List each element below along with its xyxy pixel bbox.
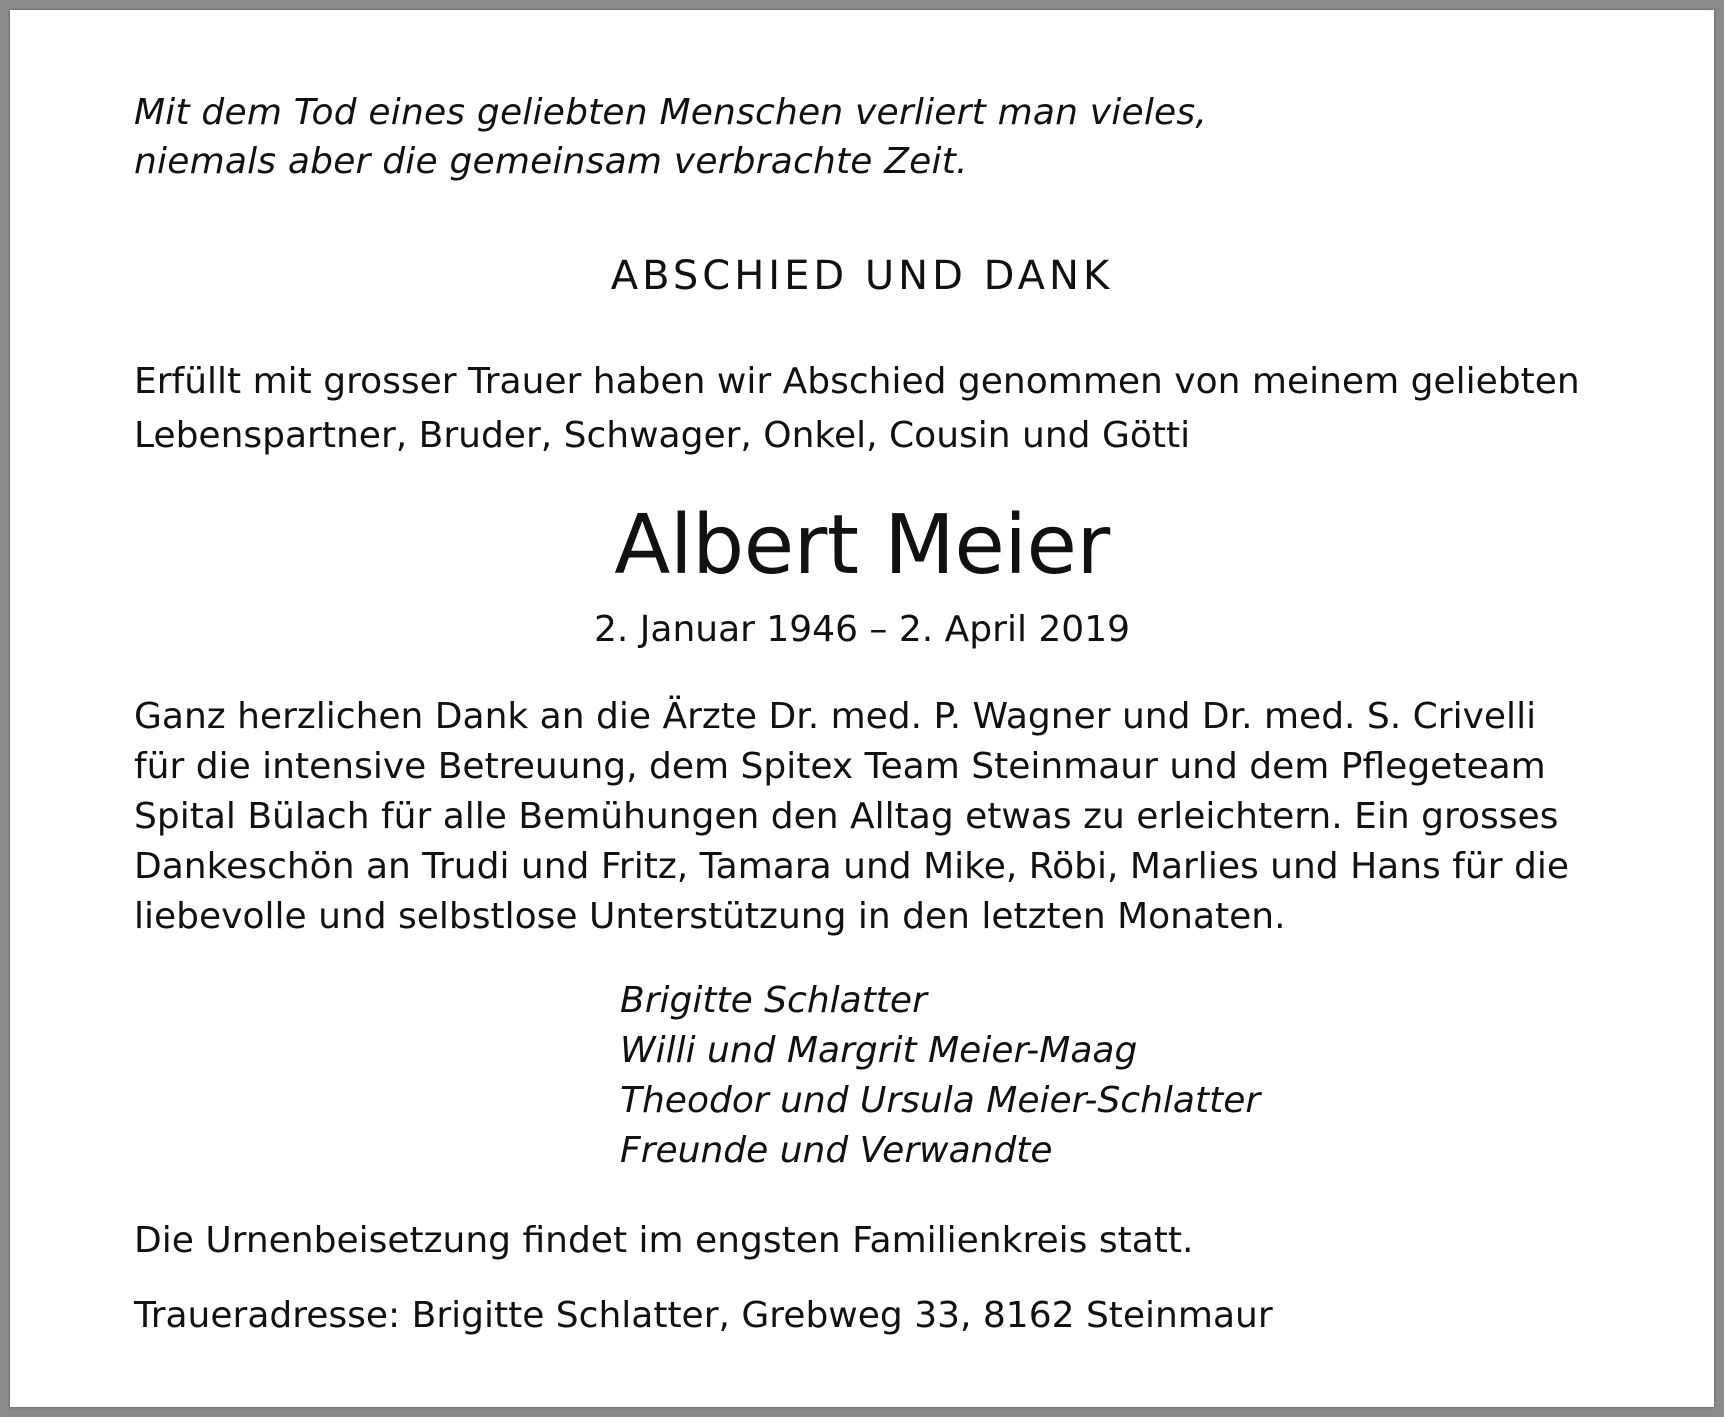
thanks-paragraph [134, 692, 1614, 942]
burial-note: Die Urnenbeisetzung findet im engsten Familienkreis statt. [134, 1220, 1194, 1261]
thanks-line: liebevolle und selbstlose Unterstützung in den letzten Monaten. [134, 896, 1286, 937]
mourners-list [620, 976, 1520, 1176]
thanks-line: Dankeschön an Trudi und Fritz, Tamara und Mike, Röbi, Marlies und Hans für die [134, 846, 1569, 887]
motto-line: niemals aber die gemeinsam verbrachte Zeit. [134, 141, 968, 182]
intro-text [134, 355, 1614, 463]
life-dates: 2. Januar 1946 – 2. April 2019 [593, 609, 1131, 650]
mourner-name: Theodor und Ursula Meier-Schlatter [620, 1080, 1261, 1121]
thanks-line: für die intensive Betreuung, dem Spitex Team Steinmaur und dem Pflegeteam [134, 746, 1546, 787]
obituary-heading: ABSCHIED UND DANK [610, 253, 1114, 299]
motto-quote [134, 88, 1434, 186]
mourner-name: Willi und Margrit Meier-Maag [620, 1030, 1138, 1071]
thanks-line: Ganz herzlichen Dank an die Ärzte Dr. med. P. Wagner und Dr. med. S. Crivelli [134, 696, 1537, 737]
mourner-name: Freunde und Verwandte [620, 1130, 1053, 1171]
mourning-address: Traueradresse: Brigitte Schlatter, Grebweg 33, 8162 Steinmaur [134, 1295, 1273, 1336]
motto-line: Mit dem Tod eines geliebten Menschen verliert man vieles, [134, 92, 1207, 133]
intro-line: Lebenspartner, Bruder, Schwager, Onkel, Cousin und Götti [134, 415, 1191, 456]
obituary-page [10, 10, 1714, 1407]
thanks-line: Spital Bülach für alle Bemühungen den Alltag etwas zu erleichtern. Ein grosses [134, 796, 1559, 837]
intro-line: Erfüllt mit grosser Trauer haben wir Abschied genommen von meinem geliebten [134, 361, 1580, 402]
deceased-name: Albert Meier [614, 498, 1110, 593]
mourner-name: Brigitte Schlatter [620, 980, 927, 1021]
